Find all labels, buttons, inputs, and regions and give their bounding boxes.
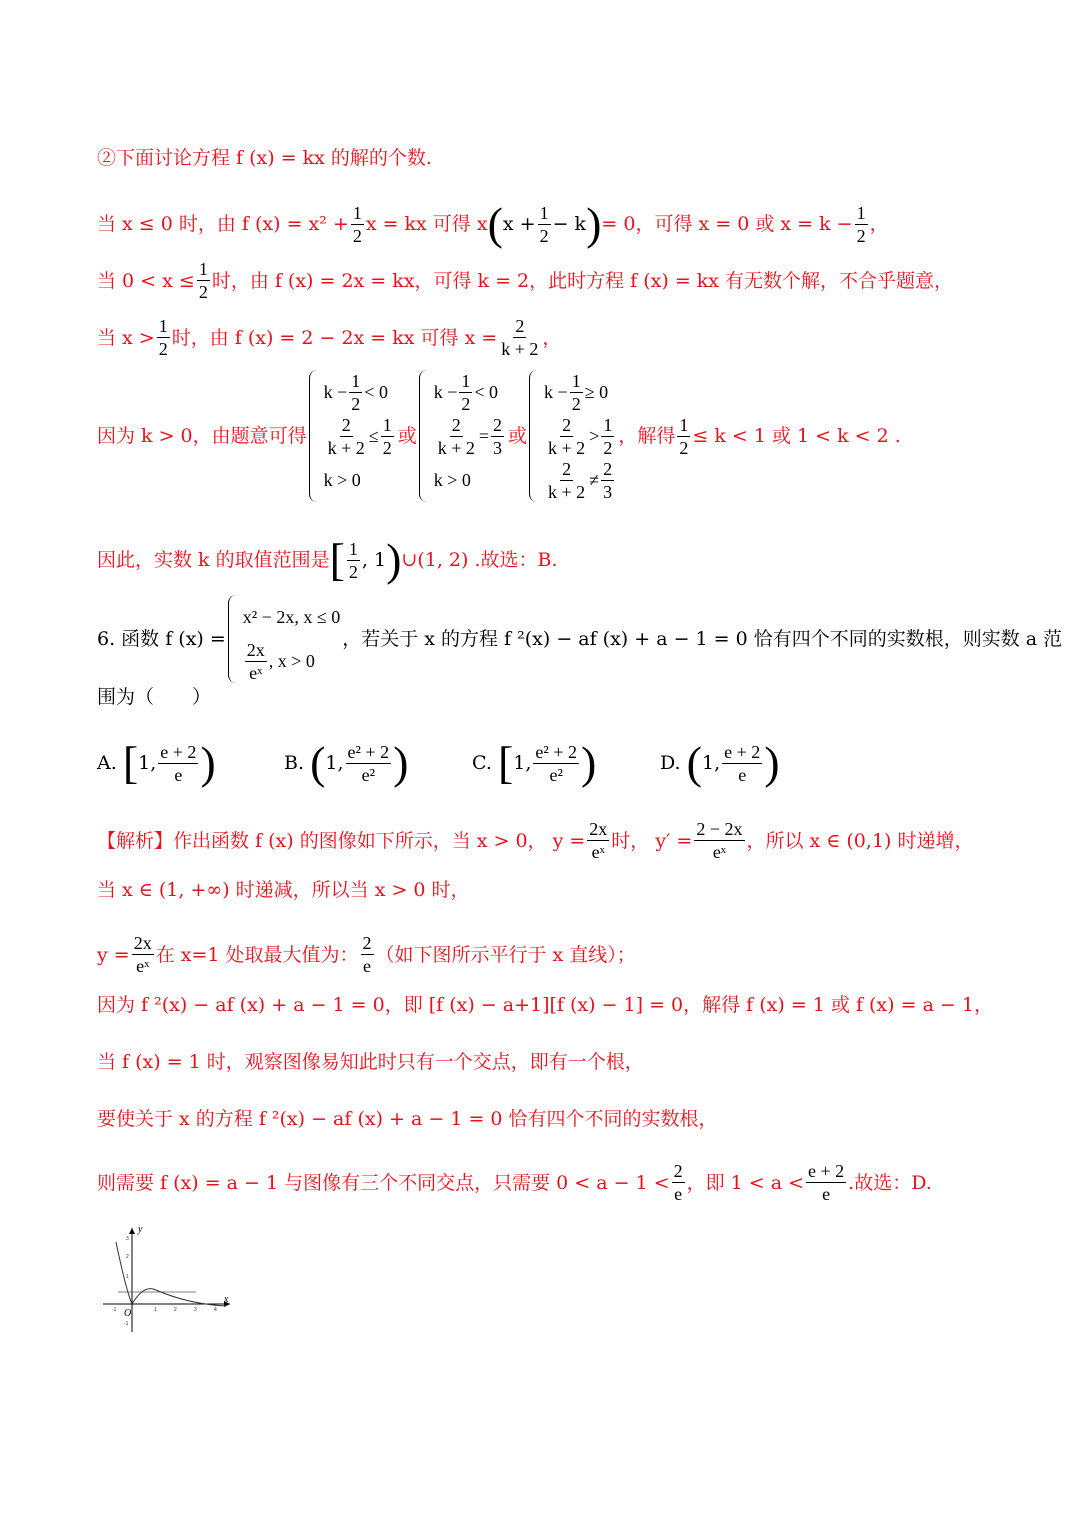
- svg-text:4: 4: [214, 1307, 217, 1313]
- option-d[interactable]: D. ( 1, $\frac{e + 2}{e}$ ): [660, 737, 780, 788]
- curve-left: [116, 1242, 132, 1304]
- svg-text:1: 1: [154, 1307, 157, 1313]
- option-b[interactable]: B. ( 1, $\frac{\text{e² + 2}}{\text{e²}}$ ): [284, 737, 409, 788]
- analysis-line-1: 【解析】作出函数 f (x) 的图像如下所示，当 x > 0， y = $\frac{2x}{\text{eˣ}}$ 时， y′ = $\frac{2 - 2x}{\text{eˣ}}$ ，所以 x ∈ (0,1) 时递增，: [97, 819, 974, 862]
- solution-line-6: 因此，实数 k 的取值范围是 [ $\frac{1}{2}$ , 1 ) ∪(1, 2) .故选：B.: [97, 534, 558, 585]
- svg-text:2: 2: [126, 1254, 129, 1260]
- solution-line-5: 因为 k > 0，由题意可得 k − $\frac{1}{2}$ < 0 $\frac{2}{k + 2}$ ≤ $\frac{1}{2}$ k > 0 或 k − $\frac{1}{2}$ < 0 $\frac{2}{k + 2}$ = $\frac{2}{3}$ k > 0 或 k − $\frac{1}{2}$ ≥ 0 $\frac{2}{k + 2}$ > $\frac{1}{2}$ $\frac{2}{k + 2}$ ≠ $\frac{2}{3}$ ，解得 $\frac{1}{2}$ ≤ k < 1 或 1 < k < 2 .: [97, 370, 901, 502]
- svg-text:-1: -1: [124, 1321, 129, 1327]
- svg-text:-1: -1: [112, 1307, 117, 1313]
- system-2: k − $\frac{1}{2}$ < 0 $\frac{2}{k + 2}$ = $\frac{2}{3}$ k > 0: [419, 370, 506, 502]
- y-axis-arrow: [129, 1228, 135, 1234]
- analysis-line-5: 当 f (x) = 1 时，观察图像易知此时只有一个交点，即有一个根，: [97, 1051, 644, 1073]
- svg-text:1: 1: [126, 1274, 129, 1280]
- analysis-line-6: 要使关于 x 的方程 f ²(x) − af (x) + a − 1 = 0 恰有四个不同的实数根，: [97, 1108, 718, 1130]
- curve-right: [132, 1289, 226, 1306]
- y-axis-label: y: [138, 1224, 143, 1235]
- question-6: 6. 函数 f (x) = x² − 2x, x ≤ 0 $\frac{2x}{\text{eˣ}}$ , x > 0 ，若关于 x 的方程 f ²(x) − af (x) + a − 1 = 0 恰有四个不同的实数根，则实数 a 范: [97, 595, 1062, 683]
- piecewise-function: x² − 2x, x ≤ 0 $\frac{2x}{\text{eˣ}}$ , x > 0: [228, 595, 340, 683]
- solution-line-2: 当 x ≤ 0 时，由 f (x) = x² + $\frac{1}{2}$ x = kx 可得 x ( x + $\frac{1}{2}$ − k ) = 0，可得 x = 0 或 x = k − $\frac{1}{2}$ ，: [97, 198, 889, 249]
- option-a[interactable]: A. [ 1, $\frac{e + 2}{e}$ ): [97, 737, 216, 788]
- solution-line-4: 当 x > $\frac{1}{2}$ 时，由 f (x) = 2 − 2x = kx 可得 x = $\frac{2}{k + 2}$ ，: [97, 316, 562, 359]
- analysis-line-4: 因为 f ²(x) − af (x) + a − 1 = 0，即 [f (x) − a+1][f (x) − 1] = 0，解得 f (x) = 1 或 f (x) = a − 1，: [97, 994, 993, 1016]
- solution-line-3: 当 0 < x ≤ $\frac{1}{2}$ 时，由 f (x) = 2x = kx，可得 k = 2，此时方程 f (x) = kx 有无数个解，不合乎题意，: [97, 259, 954, 302]
- analysis-line-2: 当 x ∈ (1, +∞) 时递减，所以当 x > 0 时，: [97, 879, 470, 901]
- question-6-cont: 围为（ ）: [97, 686, 212, 708]
- option-c[interactable]: C. [ 1, $\frac{\text{e² + 2}}{\text{e²}}$ ): [472, 737, 597, 788]
- function-graph: [98, 1220, 238, 1340]
- solution-line-1: ②下面讨论方程 f (x) = kx 的解的个数.: [97, 147, 432, 169]
- svg-text:3: 3: [194, 1307, 197, 1313]
- origin-label: O: [124, 1308, 132, 1319]
- x-axis-label: x: [224, 1294, 229, 1305]
- analysis-line-3: y = $\frac{2x}{\text{eˣ}}$ 在 x=1 处取最大值为： $\frac{2}{e}$ （如下图所示平行于 x 直线）；: [97, 933, 636, 976]
- analysis-line-7: 则需要 f (x) = a − 1 与图像有三个不同交点，只需要 0 < a − 1 < $\frac{2}{e}$ ，即 1 < a < $\frac{e + 2}{e}$ .故选：D.: [97, 1161, 932, 1204]
- system-1: k − $\frac{1}{2}$ < 0 $\frac{2}{k + 2}$ ≤ $\frac{1}{2}$ k > 0: [309, 370, 396, 502]
- system-3: k − $\frac{1}{2}$ ≥ 0 $\frac{2}{k + 2}$ > $\frac{1}{2}$ $\frac{2}{k + 2}$ ≠ $\frac{2}{3}$: [529, 370, 616, 502]
- svg-text:2: 2: [174, 1307, 177, 1313]
- svg-text:3: 3: [126, 1236, 129, 1242]
